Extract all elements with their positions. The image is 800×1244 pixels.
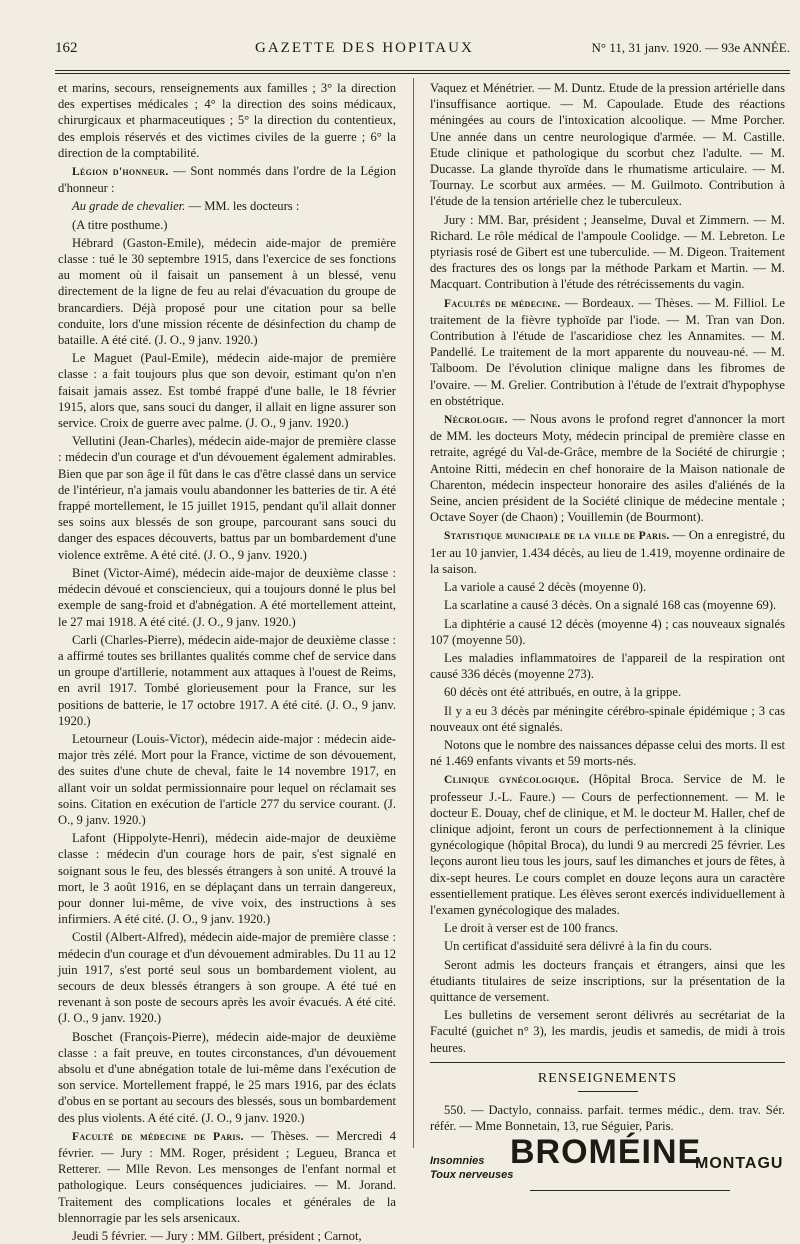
journal-title: GAZETTE DES HOPITAUX [255, 40, 474, 56]
section-lead: Clinique gynécologique. [444, 774, 580, 787]
left-paragraph: Faculté de médecine de Paris. — Thèses. — Mercredi 4 février. — Jury : MM. Roger, président ; Legueu, Branca et Retterer. — Mlle Revon. Les mensonges de l'enfant normal et pathologique. Leurs conséquences judiciaires. — M. Jorand. Traitement des complications locales et générales de la blennorragie par les sels arsenicaux. [58, 1128, 396, 1225]
italic-lead: Au grade de chevalier. [72, 199, 186, 214]
section-lead: Nécrologie. [444, 414, 508, 427]
page-number: 162 [55, 40, 78, 56]
left-paragraph: et marins, secours, renseignements aux familles ; 3° la direction des expertises médicales ; 4° la direction des soins médicaux, chirurgicaux et pharmaceutiques ; 5° la direction du contentieux, des emplois réservés et des victimes civiles de la guerre ; 6° la direction de la comptabilité. [58, 81, 396, 160]
right-paragraph: Les maladies inflammatoires de l'appareil de la respiration ont causé 336 décès (moyenne 273). [430, 650, 785, 682]
left-paragraph: Légion d'honneur. — Sont nommés dans l'ordre de la Légion d'honneur : [58, 164, 397, 196]
advert-line-1: Insomnies [430, 1155, 485, 1168]
issue-info: N° 11, 31 janv. 1920. — 93e ANNÉE. [591, 40, 790, 55]
advert-brand: BROMÉINE [510, 1133, 702, 1172]
right-paragraph: Un certificat d'assiduité sera délivré à la fin du cours. [444, 939, 713, 954]
left-paragraph: Hébrard (Gaston-Emile), médecin aide-major de première classe : tué le 30 septembre 1915, dans l'exercice de ses fonctions au moment où il faisait un pansement à un blessé, venu directement de la ligne de feu au relai d'évacuation du groupe de brancardiers. Déjà proposé pour une citation pour sa belle conduite, lors d'une mission récente de désinfection du champ de bataille. A été cité. (J. O., 9 janv. 1920.) [58, 235, 396, 348]
section-lead: Statistique municipale de la ville de Paris. [444, 530, 670, 543]
header-rule [55, 70, 790, 74]
right-column-body [430, 80, 785, 1056]
right-paragraph: La variole a causé 2 décès (moyenne 0). [444, 580, 647, 595]
right-paragraph: 60 décès ont été attribués, en outre, à la grippe. [444, 685, 682, 700]
left-paragraph: Costil (Albert-Alfred), médecin aide-major de première classe : médecin d'un courage et d'un dévouement admirables. Du 11 au 12 juin 1917, s'est porté seul sous un bombardement violent, au secours de deux blessés étrangers à son groupe. A été tué en revenant à son poste de secours après les avoir évacués. A été cité. (J. O., 9 janv. 1920.) [58, 930, 396, 1026]
left-paragraph: Vellutini (Jean-Charles), médecin aide-major de première classe : médecin d'un courage et d'un dévouement également admirables. Bien que par son âge il fût dans le cas d'être classé dans un service de l'intérieur, n'a jamais voulu abandonner les batteries de tir. A été frappé mortellement, le 15 juillet 1915, pendant qu'il allait donner ses soins aux blessés de son groupe, parcourant sans souci du danger des espaces découverts, battus par un bombardement d'une violence extrême. A été cité. (J. O., 9 janv. 1920.) [58, 434, 396, 562]
left-paragraph: Le Maguet (Paul-Emile), médecin aide-major de première classe : a fait toujours plus que son devoir, estimant qu'on n'en faisait jamais assez. Est tombé frappé d'une balle, le 18 février 1915, alors que, sans souci du danger, il allait en ligne assurer son service. Croix de guerre avec palme. (J. O., 9 janv. 1920.) [58, 351, 396, 431]
left-paragraph: (A titre posthume.) [72, 217, 168, 232]
left-paragraph: Jeudi 5 février. — Jury : MM. Gilbert, président ; Carnot, [72, 1229, 362, 1244]
column-divider [413, 78, 414, 1148]
classified-ad: 550. — Dactylo, connaiss. parfait. termes médic., dem. trav. Sér. référ. — Mme Bonnetain, 13, rue Séguier, Paris. [430, 1102, 785, 1134]
left-paragraph: Binet (Victor-Aimé), médecin aide-major de deuxième classe : médecin dévoué et consciencieux, qui a toujours donné le plus bel exemple de sang-froid et d'abnégation. A été mortellement atteint, le 27 mai 1918. A été cité. (J. O., 9 janv. 1920.) [58, 565, 396, 629]
page-header [55, 40, 790, 62]
right-paragraph: Facultés de médecine. — Bordeaux. — Thèses. — M. Filliol. Le traitement de la fièvre typhoïde par l'iode. — M. Tran van Don. Contribution à l'étude de l'ascaridiose chez les Annamites. — M. Pandellé. Le traitement de la mort apparente du nouveau-né. — M. Talboom. De l'évolution clinique maligne dans les fibromes de l'ovaire. — M. Grelier. Contribution à l'étude de l'extrait d'hypophyse en obstétrique. [430, 295, 785, 408]
right-paragraph: La diphtérie a causé 12 décès (moyenne 4) ; cas nouveaux signalés 107 (moyenne 50). [430, 616, 785, 647]
advert-rule [530, 1190, 730, 1191]
advert-line-2: Toux nerveuses [430, 1169, 514, 1182]
advert-tagline [430, 1154, 513, 1182]
left-paragraph: Carli (Charles-Pierre), médecin aide-major de deuxième classe : a affirmé toutes ses brillantes qualités comme chef de service dans un groupe d'artillerie, notamment aux attaques à l'ouest de Reims, en avril 1917. Tombé glorieusement pour la France, sur les positions de batterie, le 17 octobre 1917. A été cité. (J. O., 9 janv. 1920.) [58, 632, 396, 728]
left-paragraph: Letourneur (Louis-Victor), médecin aide-major : médecin aide-major très zélé. Mort pour la France, victime de son dévouement, des suites d'une chute de cheval, faite le 14 novembre 1917, en allant voir un soldat permissionnaire pour lequel on réclamait ses soins. Citation en exécution de l'article 277 du service courant. (J. O., 9 janv. 1920.) [58, 731, 396, 827]
renseignements-heading: RENSEIGNEMENTS [537, 1070, 678, 1086]
left-paragraph: Au grade de chevalier. — MM. les docteurs : [72, 199, 300, 214]
section-lead: Facultés de médecine. [444, 297, 561, 310]
right-paragraph: Nécrologie. — Nous avons le profond regret d'annoncer la mort de MM. les docteurs Moty, médecin principal de première classe en retraite, agrégé du Val-de-Grâce, membre de la Société de chirurgie ; Antoine Ritti, médecin en chef honoraire de la Maison nationale de Charenton, médecin inspecteur honoraire des asiles d'aliénés de la Seine, ancien président de la Société clinique de médecine mentale ; Octave Soyer (de Chaon) ; Vouillemin (de Bourmont). [430, 412, 785, 525]
right-paragraph: Statistique municipale de la ville de Paris. — On a enregistré, du 1er au 10 janvier, 1.434 décès, au lieu de 1.419, moyenne ordinaire de la saison. [430, 528, 785, 576]
right-paragraph: Jury : MM. Bar, président ; Jeanselme, Duval et Zimmern. — M. Richard. Le rôle médical de l'ampoule Coolidge. — M. Lebreton. Le ptyriasis rosé de Gibert est une tuberculide. — M. Digeon. Traitement des fractures des os longs par la méthode Parkam et Martin. — M. Macquart. Contribution à l'étude des rétrécissements du vagin. [430, 212, 785, 292]
section-lead: Faculté de médecine de Paris. [72, 1130, 244, 1143]
right-paragraph: Seront admis les docteurs français et étrangers, ainsi que les étudiants titulaires de seize inscriptions, sur la présentation de la quittance de versement. [430, 957, 785, 1004]
section-lead: Légion d'honneur. [72, 166, 169, 179]
advertisement [430, 1133, 785, 1214]
right-paragraph: La scarlatine a causé 3 décès. On a signalé 168 cas (moyenne 69). [444, 598, 777, 613]
right-paragraph: Les bulletins de versement seront délivrés au secrétariat de la Faculté (guichet n° 3), les mardis, jeudis et samedis, de midi à trois heures. [430, 1008, 785, 1055]
right-paragraph: Il y a eu 3 décès par méningite cérébro-spinale épidémique ; 3 cas nouveaux ont été signalés. [430, 703, 785, 734]
right-paragraph: Clinique gynécologique. (Hôpital Broca. Service de M. le professeur J.-L. Faure.) — Cours de perfectionnement. — M. le docteur E. Douay, chef de clinique, et M. le docteur M. Haller, chef de clinique adjoint, feront un cours de perfectionnement à la clinique gynécologique (hôpital Broca), du lundi 9 au mercredi 25 février. Les leçons auront lieu tous les jours, sauf les dimanches et jours de fêtes, à dix-sept heures. Le cours complet en douze leçons aura un caractère essentiellement pratique. Les élèves seront exercés individuellement à l'examen gynécologique des malades. [430, 772, 786, 917]
heading-underline [578, 1091, 638, 1092]
right-paragraph: Le droit à verser est de 100 francs. [444, 921, 619, 936]
right-column [430, 80, 786, 1182]
right-paragraph: Vaquez et Ménétrier. — M. Duntz. Etude de la pression artérielle dans l'insuffisance aortique. — M. Capoulade. Etude des réactions méningées au cours de l'intoxication alcoolique. — Mme Porcher. Une année dans un centre neurologique d'armée. — M. Castille. Etude clinique et pathologique du scorbut chez l'adulte. — M. Ducasse. La glande thyroïde dans le rhumatisme articulaire. — M. Tournay. Le scorbut aux armées. — M. Guilmoto. Contribution à l'étude de la tension artérielle chez le tuberculeux. [430, 81, 785, 209]
left-paragraph: Lafont (Hippolyte-Henri), médecin aide-major de deuxième classe : médecin d'un courage hors de pair, s'est signalé en soignant sous le feu, des blessés étrangers à son unité. A trouvé la mort, le 3 août 1916, en se déplaçant dans un terrain dangereux, pour donner lui-même, de vive voix, des instructions à ses infirmiers. A été cité. (J. O., 9 janv. 1920.) [58, 831, 396, 927]
left-paragraph: Boschet (François-Pierre), médecin aide-major de deuxième classe : a fait preuve, en toutes circonstances, d'un dévouement absolu et d'une abnégation totale de lui-même dans l'exécution de son service. Mortellement frappé, le 25 mars 1916, par des éclats d'obus en se portant au secours des blessés, sous un bombardement des plus violents. A été cité. (J. O., 9 janv. 1920.) [58, 1029, 396, 1125]
right-paragraph: Notons que le nombre des naissances dépasse celui des morts. Il est né 1.469 enfants vivants et 59 morts-nés. [430, 737, 785, 769]
advert-maker: MONTAGU [695, 1155, 784, 1173]
left-column [58, 80, 397, 1244]
section-rule [430, 1062, 785, 1063]
